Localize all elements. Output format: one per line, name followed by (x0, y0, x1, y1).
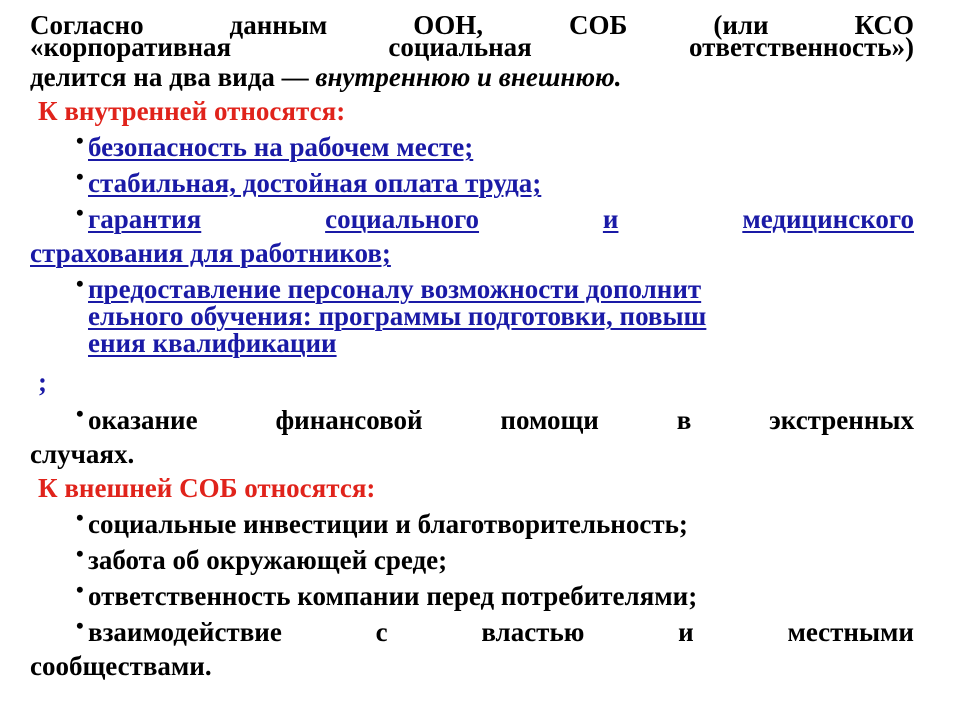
internal-item-5-word: помощи (500, 405, 599, 435)
external-item-2-text: забота об окружающей среде; (88, 545, 448, 575)
external-item-4-word: властью (481, 617, 585, 647)
internal-item-4-text[interactable]: ения квалификации (88, 328, 337, 358)
intro-word: ответственность») (688, 32, 914, 62)
external-item-4-word: взаимодействие (88, 617, 282, 647)
intro-word: ООН, (413, 10, 484, 40)
bullet-icon: • (76, 200, 84, 225)
external-item-1 (30, 507, 914, 541)
external-item-4-line-2: сообществами. (30, 651, 212, 681)
intro-prefix: делится на два вида — (30, 62, 309, 92)
bullet-icon: • (76, 613, 84, 638)
bullet-icon: • (76, 505, 84, 530)
internal-item-4-line-1 (30, 271, 914, 304)
internal-item-4-line-2 (30, 303, 914, 330)
intro-word: КСО (854, 10, 914, 40)
external-item-4-line-1 (30, 615, 914, 649)
internal-item-1-text[interactable]: безопасность на рабочем месте; (88, 132, 474, 162)
internal-item-2 (30, 166, 914, 200)
internal-item-5-word: оказание (88, 405, 198, 435)
intro-word: социальная (388, 32, 532, 62)
external-item-3-text: ответственность компании перед потребителями; (88, 581, 698, 611)
bullet-icon: • (76, 577, 84, 602)
bullet-icon: • (76, 401, 84, 426)
external-item-1-text: социальные инвестиции и благотворительность; (88, 509, 688, 539)
internal-item-3-line-2 (30, 236, 914, 270)
bullet-icon: • (76, 128, 84, 153)
internal-item-3-word[interactable]: и (602, 204, 619, 234)
internal-item-5-line-1 (30, 403, 914, 437)
internal-item-5-word: в (676, 405, 692, 435)
internal-item-4-text[interactable]: ельного обучения: программы подготовки, повыш (88, 301, 707, 331)
internal-item-4-semicolon: ; (38, 367, 47, 397)
internal-item-4-text[interactable]: предоставление персоналу возможности дополнит (88, 274, 702, 304)
internal-item-1 (30, 130, 914, 164)
internal-item-3-text[interactable]: страхования для работников; (30, 238, 391, 268)
external-item-4-word: местными (787, 617, 914, 647)
bullet-icon: • (76, 541, 84, 566)
internal-item-3-word[interactable]: медицинского (742, 204, 914, 234)
intro-word: Согласно (30, 10, 144, 40)
external-item-4-word: с (375, 617, 388, 647)
internal-item-2-text[interactable]: стабильная, достойная оплата труда; (88, 168, 542, 198)
bullet-icon: • (76, 164, 84, 189)
intro-word: СОБ (569, 10, 628, 40)
internal-item-5-line-2: случаях. (30, 439, 135, 469)
bullet-icon: • (76, 271, 84, 296)
external-item-4-word: и (678, 617, 694, 647)
external-heading: К внешней СОБ относятся: (38, 473, 376, 503)
intro-line-3 (30, 60, 914, 94)
internal-item-3-line-1 (30, 202, 914, 236)
intro-line-2 (30, 30, 914, 64)
intro-word: «корпоративная (30, 32, 232, 62)
intro-italic: внутреннюю и внешнюю. (315, 62, 622, 92)
internal-item-3-word[interactable]: социального (325, 204, 480, 234)
intro-word: данным (229, 10, 328, 40)
internal-item-5-word: экстренных (769, 405, 914, 435)
internal-item-4-line-3 (30, 330, 914, 357)
internal-heading: К внутренней относятся: (38, 96, 346, 126)
internal-item-3-word[interactable]: гарантия (88, 204, 202, 234)
external-item-3 (30, 579, 914, 613)
external-item-2 (30, 543, 914, 577)
internal-item-5-word: финансовой (275, 405, 423, 435)
intro-word: (или (713, 10, 769, 40)
slide-content (30, 8, 914, 683)
